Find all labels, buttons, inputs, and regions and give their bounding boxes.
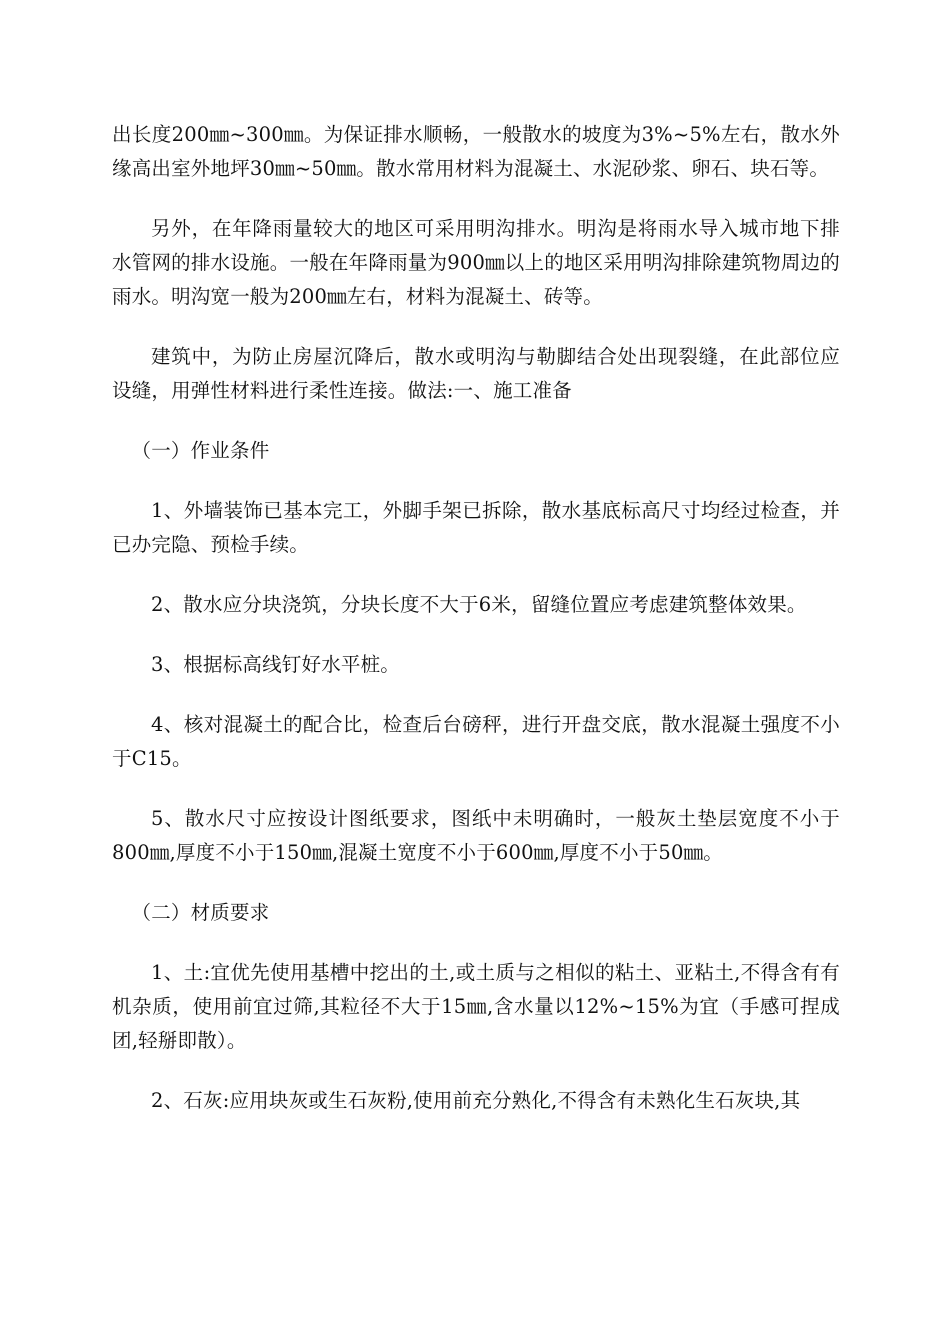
list-item-1: 1、外墙装饰已基本完工，外脚手架已拆除，散水基底标高尺寸均经过检查，并已办完隐、预检手续。 [112,499,840,556]
material-item-lime: 2、石灰:应用块灰或生石灰粉,使用前充分熟化,不得含有未熟化生石灰块,其 [151,1089,801,1112]
list-item-2: 2、散水应分块浇筑，分块长度不大于6米，留缝位置应考虑建筑整体效果。 [151,593,807,616]
material-item-soil: 1、土:宜优先使用基槽中挖出的土,或土质与之相似的粘土、亚粘土,不得含有有机杂质，使用前宜过筛,其粒径不大于15㎜,含水量以12%~15%为宜（手感可捏成团,轻掰即散）。 [112,961,840,1052]
paragraph-open-ditch: 另外，在年降雨量较大的地区可采用明沟排水。明沟是将雨水导入城市地下排水管网的排水设施。一般在年降雨量为900㎜以上的地区采用明沟排除建筑物周边的雨水。明沟宽一般为200㎜左右，材料为混凝土、砖等。 [112,217,840,308]
document-body [112,118,840,1144]
list-item-5: 5、散水尺寸应按设计图纸要求，图纸中未明确时，一般灰土垫层宽度不小于800㎜,厚度不小于150㎜,混凝土宽度不小于600㎜,厚度不小于50㎜。 [112,807,840,864]
paragraph-settlement-joint: 建筑中，为防止房屋沉降后，散水或明沟与勒脚结合处出现裂缝，在此部位应设缝，用弹性材料进行柔性连接。做法:一、施工准备 [112,345,840,402]
list-item-3: 3、根据标高线钉好水平桩。 [151,653,401,676]
section-heading-material-requirements: （二）材质要求 [131,901,270,924]
list-item-4: 4、核对混凝土的配合比，检查后台磅秤，进行开盘交底，散水混凝土强度不小于C15。 [112,713,840,770]
paragraph-drainage-apron: 出长度200㎜~300㎜。为保证排水顺畅，一般散水的坡度为3%~5%左右，散水外缘高出室外地坪30㎜~50㎜。散水常用材料为混凝土、水泥砂浆、卵石、块石等。 [112,123,840,180]
section-heading-work-conditions: （一）作业条件 [131,439,270,462]
